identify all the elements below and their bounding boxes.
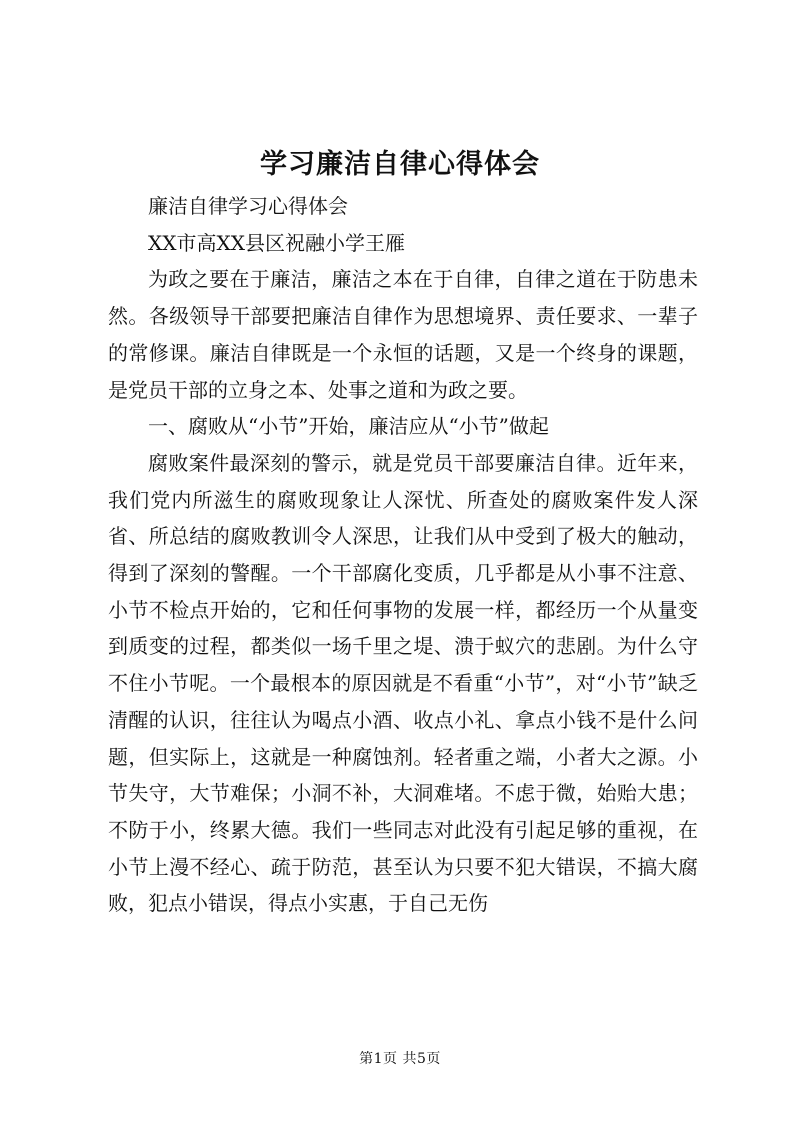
document-body xyxy=(108,188,698,922)
paragraph-body: 腐败案件最深刻的警示，就是党员干部要廉洁自律。近年来，我们党内所滋生的腐败现象让人深忧、所查处的腐败案件发人深省、所总结的腐败教训令人深思，让我们从中受到了极大的触动，得到了深刻的警醒。一个干部腐化变质，几乎都是从小事不注意、小节不检点开始的，它和任何事物的发展一样，都经历一个从量变到质变的过程，都类似一场千里之堤、溃于蚁穴的悲剧。为什么守不住小节呢。一个最根本的原因就是不看重“小节”，对“小节”缺乏清醒的认识，往往认为喝点小酒、收点小礼、拿点小钱不是什么问题，但实际上，这就是一种腐蚀剂。轻者重之端，小者大之源。小节失守，大节难保；小洞不补，大洞难堵。不虑于微，始贻大患；不防于小，终累大德。我们一些同志对此没有引起足够的重视，在小节上漫不经心、疏于防范，甚至认为只要不犯大错误，不搞大腐败，犯点小错误，得点小实惠，于自己无伤 xyxy=(108,450,698,916)
paragraph-intro: 为政之要在于廉洁，廉洁之本在于自律，自律之道在于防患未然。各级领导干部要把廉洁自律作为思想境界、责任要求、一辈子的常修课。廉洁自律既是一个永恒的话题，又是一个终身的课题，是党员干部的立身之本、处事之道和为政之要。 xyxy=(108,267,698,402)
document-title: 学习廉洁自律心得体会 xyxy=(260,149,540,180)
section-heading: 一、腐败从“小节”开始，廉洁应从“小节”做起 xyxy=(148,414,549,439)
paragraph-author: XX市高XX县区祝融小学王雁 xyxy=(148,230,405,255)
page-footer: 第1页 共5页 xyxy=(359,1051,441,1067)
paragraph-subtitle: 廉洁自律学习心得体会 xyxy=(148,194,348,218)
